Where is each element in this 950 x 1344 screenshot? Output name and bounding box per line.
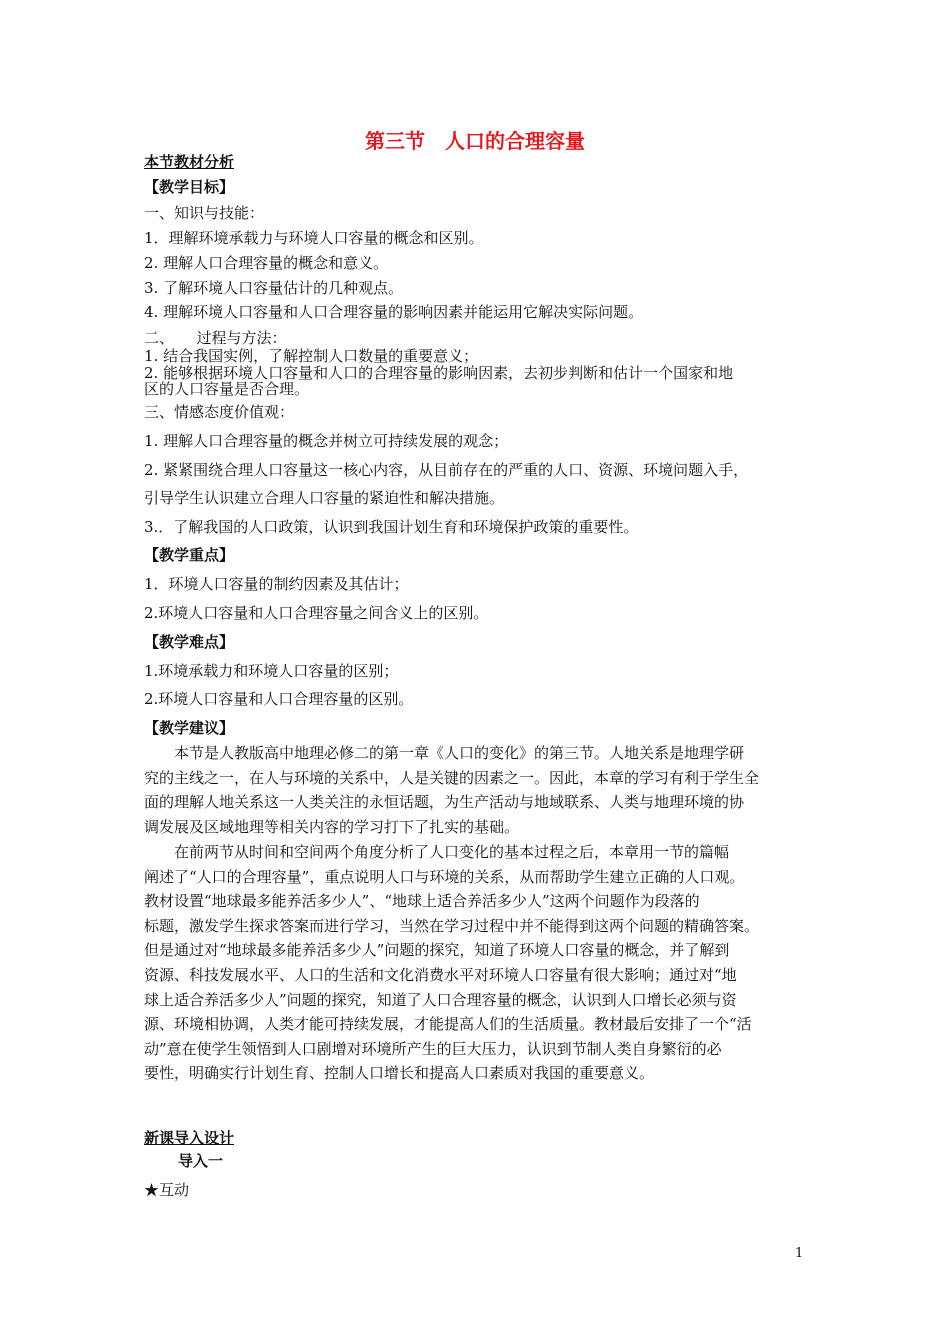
- paragraph-line: 在前两节从时间和空间两个角度分析了人口变化的基本过程之后，本章用一节的篇幅: [144, 843, 730, 861]
- difficulty-item: 1.环境承载力和环境人口容量的区别；: [144, 662, 399, 680]
- intro-subheading: 导入一: [178, 1152, 224, 1170]
- suggestions-paragraph-2: [144, 840, 824, 1086]
- paragraph-line: 动”意在使学生领悟到人口剧增对环境所产生的巨大压力，认识到节制人类自身繁衍的必: [144, 1039, 722, 1058]
- suggestions-heading: 【教学建议】: [144, 719, 235, 737]
- process-item: 区的人口容量是否合理。: [144, 380, 310, 398]
- knowledge-item: 2. 理解人口合理容量的概念和意义。: [144, 254, 389, 272]
- emotion-item: 引导学生认识建立合理人口容量的紧迫性和解决措施。: [144, 489, 505, 507]
- paragraph-line: 面的理解人地关系这一人类关注的永恒话题，为生产活动与地域联系、人类与地理环境的协: [144, 793, 745, 812]
- paragraph-line: 标题，激发学生探求答案而进行学习，当然在学习过程中并不能得到这两个问题的精确答案。: [144, 916, 760, 935]
- knowledge-item: 4. 理解环境人口容量和人口合理容量的影响因素并能运用它解决实际问题。: [144, 303, 644, 321]
- paragraph-line: 阐述了“人口的合理容量”，重点说明人口与环境的关系，从而帮助学生建立正确的人口观。: [144, 867, 745, 886]
- key-points-heading: 【教学重点】: [144, 546, 235, 564]
- page-number: 1: [795, 1246, 804, 1261]
- paragraph-line: 调发展及区域地理等相关内容的学习打下了扎实的基础。: [144, 817, 520, 836]
- section-heading-analysis: 本节教材分析: [144, 153, 235, 171]
- suggestions-paragraph-1: [144, 741, 824, 839]
- paragraph-line: 但是通过对“地球最多能养活多少人”问题的探究，知道了环境人口容量的概念，并了解到: [144, 941, 730, 960]
- key-point-item: 2.环境人口容量和人口合理容量之间含义上的区别。: [144, 604, 489, 622]
- emotion-item: 2. 紧紧围绕合理人口容量这一核心内容，从目前存在的严重的人口、资源、环境问题入手，: [144, 461, 749, 479]
- paragraph-line: 要性，明确实行计划生育、控制人口增长和提高人口素质对我国的重要意义。: [144, 1064, 655, 1083]
- emotion-item: 1. 理解人口合理容量的概念并树立可持续发展的观念；: [144, 432, 509, 450]
- knowledge-heading: 一、知识与技能：: [144, 204, 265, 222]
- difficulty-item: 2.环境人口容量和人口合理容量的区别。: [144, 690, 414, 708]
- paragraph-line: 教材设置“地球最多能养活多少人”、“地球上适合养活多少人”这两个问题作为段落的: [144, 892, 700, 911]
- goals-heading: 【教学目标】: [144, 178, 235, 196]
- difficulties-heading: 【教学难点】: [144, 633, 235, 651]
- paragraph-line: 究的主线之一，在人与环境的关系中，人是关键的因素之一。因此，本章的学习有利于学生全: [144, 768, 760, 787]
- knowledge-item: 1．理解环境承载力与环境人口容量的概念和区别。: [144, 229, 484, 247]
- process-item: 1. 结合我国实例，了解控制人口数量的重要意义；: [144, 347, 479, 365]
- paragraph-line: 球上适合养活多少人”问题的探究，知道了人口合理容量的概念，认识到人口增长必须与资: [144, 990, 737, 1009]
- paragraph-line: 本节是人教版高中地理必修二的第一章《人口的变化》的第三节。人地关系是地理学研: [144, 744, 745, 762]
- process-item: 2. 能够根据环境人口容量和人口的合理容量的影响因素，去初步判断和估计一个国家和地: [144, 364, 734, 382]
- key-point-item: 1．环境人口容量的制约因素及其估计；: [144, 575, 409, 593]
- paragraph-line: 资源、科技发展水平、人口的生活和文化消费水平对环境人口容量有很大影响；通过对“地: [144, 965, 737, 984]
- emotion-heading: 三、情感态度价值观：: [144, 403, 295, 421]
- paragraph-line: 源、环境相协调，人类才能可持续发展，才能提高人们的生活质量。教材最后安排了一个“活: [144, 1015, 752, 1034]
- page-title: 第三节 人口的合理容量: [365, 129, 585, 153]
- intro-item: ★互动: [144, 1181, 190, 1199]
- process-heading: 二、 过程与方法：: [144, 329, 287, 347]
- intro-heading: 新课导入设计: [144, 1129, 235, 1147]
- knowledge-item: 3. 了解环境人口容量估计的几种观点。: [144, 279, 404, 297]
- emotion-item: 3.．了解我国的人口政策，认识到我国计划生育和环境保护政策的重要性。: [144, 518, 639, 536]
